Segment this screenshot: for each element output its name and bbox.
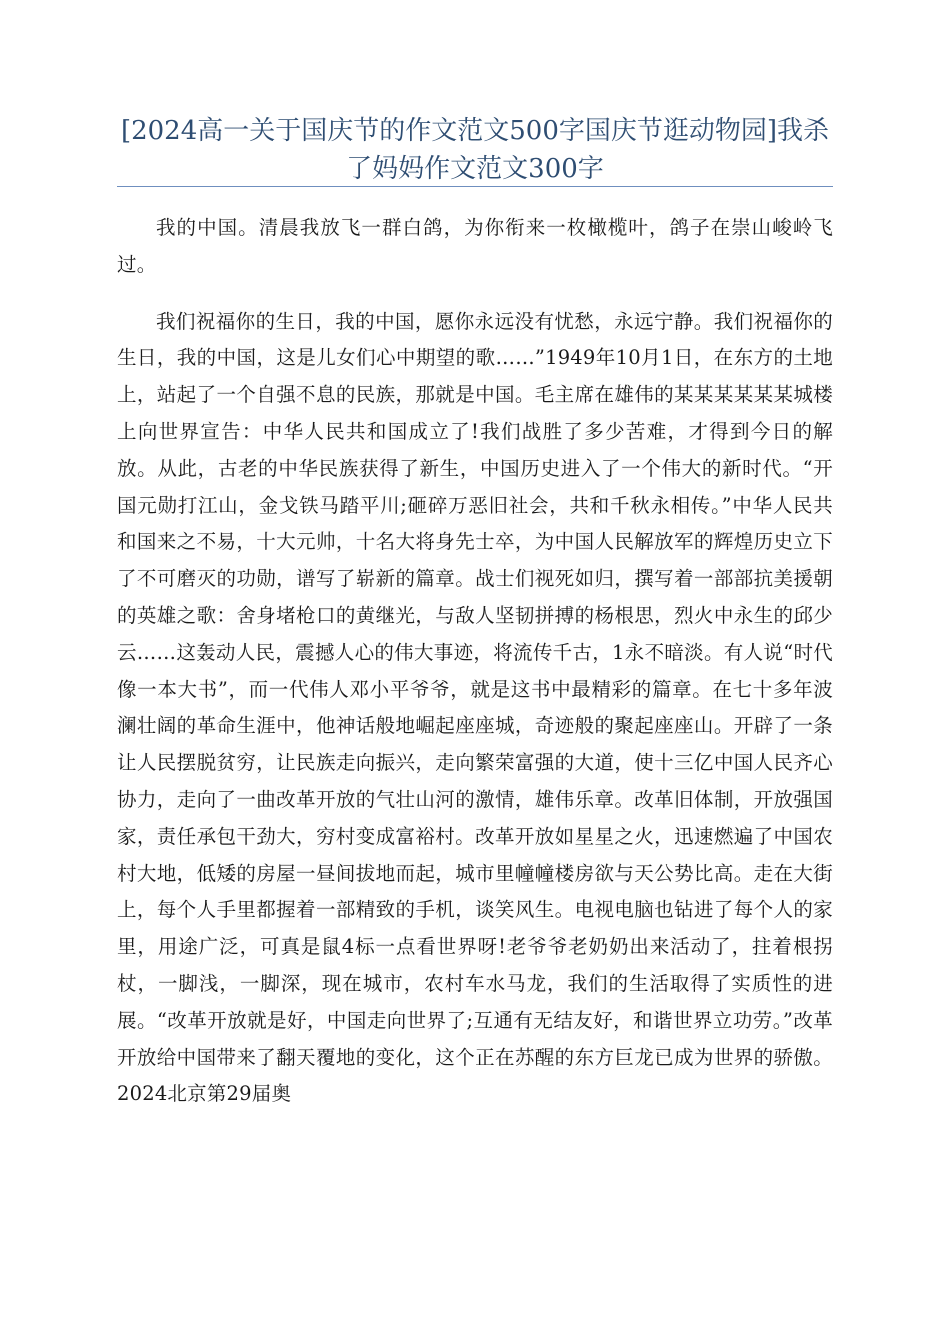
paragraph-1: 我的中国。清晨我放飞一群白鸽，为你衔来一枚橄榄叶，鸽子在崇山峻岭飞过。 bbox=[117, 216, 833, 276]
document-body bbox=[117, 210, 833, 1133]
title-underline bbox=[117, 186, 833, 187]
paragraph-2: 我们祝福你的生日，我的中国，愿你永远没有忧愁，永远宁静。我们祝福你的生日，我的中国，这是儿女们心中期望的歌……”1949年10月1日，在东方的土地上，站起了一个自强不息的民族，那就是中国。毛主席在雄伟的某某某某某某城楼上向世界宣告：中华人民共和国成立了!我们战胜了多少苦难，才得到今日的解放。从此，古老的中华民族获得了新生，中国历史进入了一个伟大的新时代。“开国元勋打江山，金戈铁马踏平川;砸碎万恶旧社会，共和千秋永相传。”中华人民共和国来之不易，十大元帅，十名大将身先士卒，为中国人民解放军的辉煌历史立下了不可磨灭的功勋，谱写了崭新的篇章。战士们视死如归，撰写着一部部抗美援朝的英雄之歌：舍身堵枪口的黄继光，与敌人坚韧拼搏的杨根思，烈火中永生的邱少云……这轰动人民，震撼人心的伟大事迹，将流传千古，1永不暗淡。有人说“时代像一本大书”，而一代伟人邓小平爷爷，就是这书中最精彩的篇章。在七十多年波澜壮阔的革命生涯中，他神话般地崛起座座城，奇迹般的聚起座座山。开辟了一条让人民摆脱贫穷，让民族走向振兴，走向繁荣富强的大道，使十三亿中国人民齐心协力，走向了一曲改革开放的气壮山河的激情，雄伟乐章。改革旧体制，开放强国家，责任承包干劲大，穷村变成富裕村。改革开放如星星之火，迅速燃遍了中国农村大地，低矮的房屋一昼间拔地而起，城市里幢幢楼房欲与天公势比高。走在大街上，每个人手里都握着一部精致的手机，谈笑风生。电视电脑也钻进了每个人的家里，用途广泛，可真是鼠4标一点看世界呀!老爷爷老奶奶出来活动了，拄着根拐杖，一脚浅，一脚深，现在城市，农村车水马龙，我们的生活取得了实质性的进展。“改革开放就是好，中国走向世界了;互通有无结友好，和谐世界立功劳。”改革开放给中国带来了翻天覆地的变化，这个正在苏醒的东方巨龙已成为世界的骄傲。2024北京第29届奥 bbox=[117, 309, 833, 1106]
document-title: [2024高一关于国庆节的作文范文500字国庆节逛动物园]我杀了妈妈作文范文300字 bbox=[120, 116, 830, 184]
